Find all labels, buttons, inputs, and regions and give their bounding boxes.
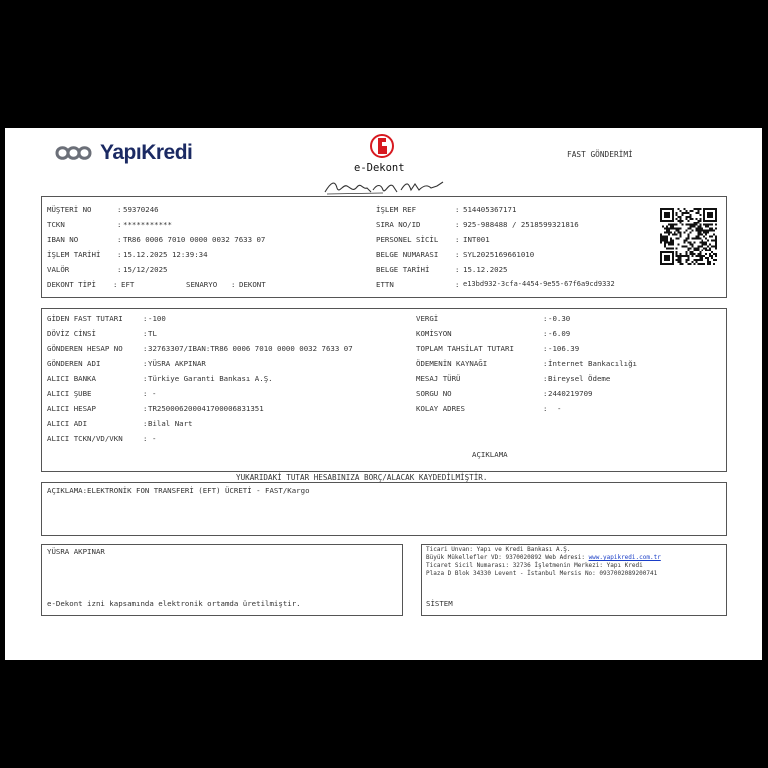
info-label-musteri-no: MÜŞTERİ NO (47, 205, 92, 214)
tx-value-alici-banka: Türkiye Garanti Bankası A.Ş. (148, 374, 273, 383)
tx-value-vergi: -0.30 (548, 314, 571, 323)
info-label-senaryo: SENARYO (186, 280, 218, 289)
info-value-belge-tarihi: 15.12.2025 (463, 265, 508, 274)
yapikredi-logo (53, 141, 192, 165)
tx-value-doviz-cinsi: TL (148, 329, 157, 338)
info-label-valor: VALÖR (47, 265, 70, 274)
tx-label-gonderen-adi: GÖNDEREN ADI (47, 359, 101, 368)
tx-label-sorgu-no: SORGU NO (416, 389, 452, 398)
info-value-personel-sicil: INT001 (463, 235, 490, 244)
bank-logo-text: YapıKredi (100, 141, 193, 164)
info-value-dekont-tipi: EFT (121, 280, 135, 289)
bank-legal-line-3: Ticaret Sicil Numarası: 32736 İşletmenin Merkezi: Yapı Kredi (426, 562, 643, 569)
info-value-senaryo: DEKONT (239, 280, 266, 289)
tx-value-giden-fast-tutari: -100 (148, 314, 166, 323)
info-label-islem-tarihi: İŞLEM TARİHİ (47, 250, 101, 259)
aciklama-header: AÇIKLAMA (472, 450, 508, 459)
tx-label-mesaj-turu: MESAJ TÜRÜ (416, 374, 461, 383)
info-value-valor: 15/12/2025 (123, 265, 168, 274)
bank-legal-line-4: Plaza D Blok 34330 Levent - İstanbul Mersis No: 0937002089200741 (426, 570, 658, 577)
tx-value-alici-tckn: - (152, 434, 157, 443)
tx-label-alici-hesap: ALICI HESAP (47, 404, 96, 413)
tx-label-giden-fast-tutari: GİDEN FAST TUTARI (47, 314, 123, 323)
info-value-iban: TR86 0006 7010 0000 0032 7633 07 (123, 235, 266, 244)
tx-value-gonderen-hesap-no: 32763307/IBAN:TR86 0006 7010 0000 0032 7633 07 (148, 344, 353, 353)
document-type: FAST GÖNDERİMİ (567, 150, 633, 159)
edekont-statement: e-Dekont izni kapsamında elektronik ortamda üretilmiştir. (47, 599, 301, 608)
tx-value-komisyon: -6.09 (548, 329, 571, 338)
info-label-personel-sicil: PERSONEL SİCİL (376, 235, 439, 244)
info-label-ettn: ETTN (376, 280, 394, 289)
tx-label-alici-adi: ALICI ADI (47, 419, 88, 428)
signature-icon (323, 178, 445, 196)
info-label-dekont-tipi: DEKONT TİPİ (47, 280, 96, 289)
edekont-emblem-icon (369, 132, 395, 162)
bank-legal-line-1: Ticari Unvan: Yapı ve Kredi Bankası A.Ş. (426, 546, 571, 553)
info-value-islem-ref: 514405367171 (463, 205, 517, 214)
tx-value-sorgu-no: 2440219709 (548, 389, 593, 398)
tx-label-komisyon: KOMİSYON (416, 329, 452, 338)
info-value-tckn: *********** (123, 220, 172, 229)
tx-label-alici-tckn: ALICI TCKN/VD/VKN (47, 434, 123, 443)
bank-tax-info: Büyük Mükellefler VD: 9370020892 Web Adresi: (426, 554, 589, 561)
qr-code-icon (660, 208, 717, 265)
tx-label-alici-sube: ALICI ŞUBE (47, 389, 92, 398)
tx-label-toplam-tahsilat: TOPLAM TAHSİLAT TUTARI (416, 344, 514, 353)
customer-name: YÜSRA AKPINAR (47, 547, 105, 556)
edekont-title: e-Dekont (354, 162, 405, 174)
info-value-sira-no: 925-988488 / 2518599321816 (463, 220, 579, 229)
tx-label-gonderen-hesap-no: GÖNDEREN HESAP NO (47, 344, 123, 353)
tx-label-alici-banka: ALICI BANKA (47, 374, 96, 383)
info-label-sira-no: SIRA NO/ID (376, 220, 421, 229)
info-label-tckn: TCKN (47, 220, 65, 229)
debit-credit-notice: YUKARIDAKİ TUTAR HESABINIZA BORÇ/ALACAK KAYDEDİLMİŞTİR. (236, 473, 488, 482)
info-value-ettn: e13bd932-3cfa-4454-9e55-67f6a9cd9332 (463, 280, 615, 288)
tx-label-odemenin-kaynagi: ÖDEMENİN KAYNAĞI (416, 359, 488, 368)
info-label-belge-numarasi: BELGE NUMARASI (376, 250, 439, 259)
tx-value-alici-adi: Bilal Nart (148, 419, 193, 428)
tx-label-doviz-cinsi: DÖVİZ CİNSİ (47, 329, 96, 338)
receipt-page: YapıKredi e-Dekont FAST GÖNDERİMİ MÜŞTERİ NO : 59370246 TCKN : *********** IBAN NO : TR86 0006 7010 0000 0032 7633 07 İŞLEM TARİHİ : 15.12.2025 12:39:34 VALÖR : 15/12/2025 DEKONT TİPİ : EFT SENARYO : DEKONT İŞLEM REF : 514405367171 SIRA NO/ID : 925-988488 / 2518599321816 PERSONEL SİCİL : INT001 BELGE NUMARASI : SYL2025169661010 BELGE TARİHİ : 15.12.2025 ETTN : e13bd932-3cfa-4454-9e55-67f6a9cd9332 GİDEN FAST TUTARI : -100 DÖVİZ CİNSİ : TL GÖNDEREN HESAP NO : 32763307/IBAN:TR86 0006 7010 0000 0032 7633 07 GÖNDEREN ADI : YÜSRA AKPINAR ALICI BANKA : Türkiye Garanti Bankası A.Ş. ALICI ŞUBE : - ALICI HESAP : TR250006200041700006831351 ALICI ADI : Bilal Nart ALICI TCKN/VD/VKN : - VERGİ : -0.30 KOMİSYON : -6.09 TOPLAM TAHSİLAT TUTARI : -106.39 ÖDEMENİN KAYNAĞI : İnternet Bankacılığı MESAJ TÜRÜ : Bireysel Ödeme SORGU NO : 2440219709 KOLAY ADRES : - AÇIKLAMA YUKARIDAKİ TUTAR HESABINIZA BORÇ/ALACAK KAYDEDİLMİŞTİR. AÇIKLAMA:ELEKTRONİK FON TRANSFERİ (EFT) ÜCRETİ - FAST/Kargo YÜSRA AKPINAR e-Dekont izni kapsamında elektronik ortamda üretilmiştir. Ticari Unvan: Yapı ve Kredi Bankası A.Ş. Büyük Mükellefler VD: 9370020892 Web Adresi: www.yapikredi.com.tr Ticaret Sicil Numarası: 32736 İşletmenin Merkezi: Yapı Kredi Plaza D Blok 34330 Levent - İstanbul Mersis No: 0937002089200741 SİSTEM (5, 128, 762, 660)
aciklama-text: AÇIKLAMA:ELEKTRONİK FON TRANSFERİ (EFT) ÜCRETİ - FAST/Kargo (47, 486, 310, 495)
tx-value-toplam-tahsilat: -106.39 (548, 344, 580, 353)
info-value-islem-tarihi: 15.12.2025 12:39:34 (123, 250, 208, 259)
tx-value-alici-hesap: TR250006200041700006831351 (148, 404, 264, 413)
tx-label-vergi: VERGİ (416, 314, 439, 323)
sistem-label: SİSTEM (426, 599, 453, 608)
tx-label-kolay-adres: KOLAY ADRES (416, 404, 465, 413)
bank-legal-line-2 (426, 554, 661, 562)
bank-website-link[interactable]: www.yapikredi.com.tr (588, 554, 661, 561)
info-value-musteri-no: 59370246 (123, 205, 159, 214)
yapikredi-logo-icon (53, 143, 97, 163)
tx-value-kolay-adres: - (557, 404, 562, 413)
tx-value-gonderen-adi: YÜSRA AKPINAR (148, 359, 206, 368)
tx-value-alici-sube: - (152, 389, 157, 398)
tx-value-mesaj-turu: Bireysel Ödeme (548, 374, 611, 383)
tx-value-odemenin-kaynagi: İnternet Bankacılığı (548, 359, 637, 368)
info-label-iban: IBAN NO (47, 235, 79, 244)
info-label-islem-ref: İŞLEM REF (376, 205, 417, 214)
info-value-belge-numarasi: SYL2025169661010 (463, 250, 535, 259)
info-label-belge-tarihi: BELGE TARİHİ (376, 265, 430, 274)
